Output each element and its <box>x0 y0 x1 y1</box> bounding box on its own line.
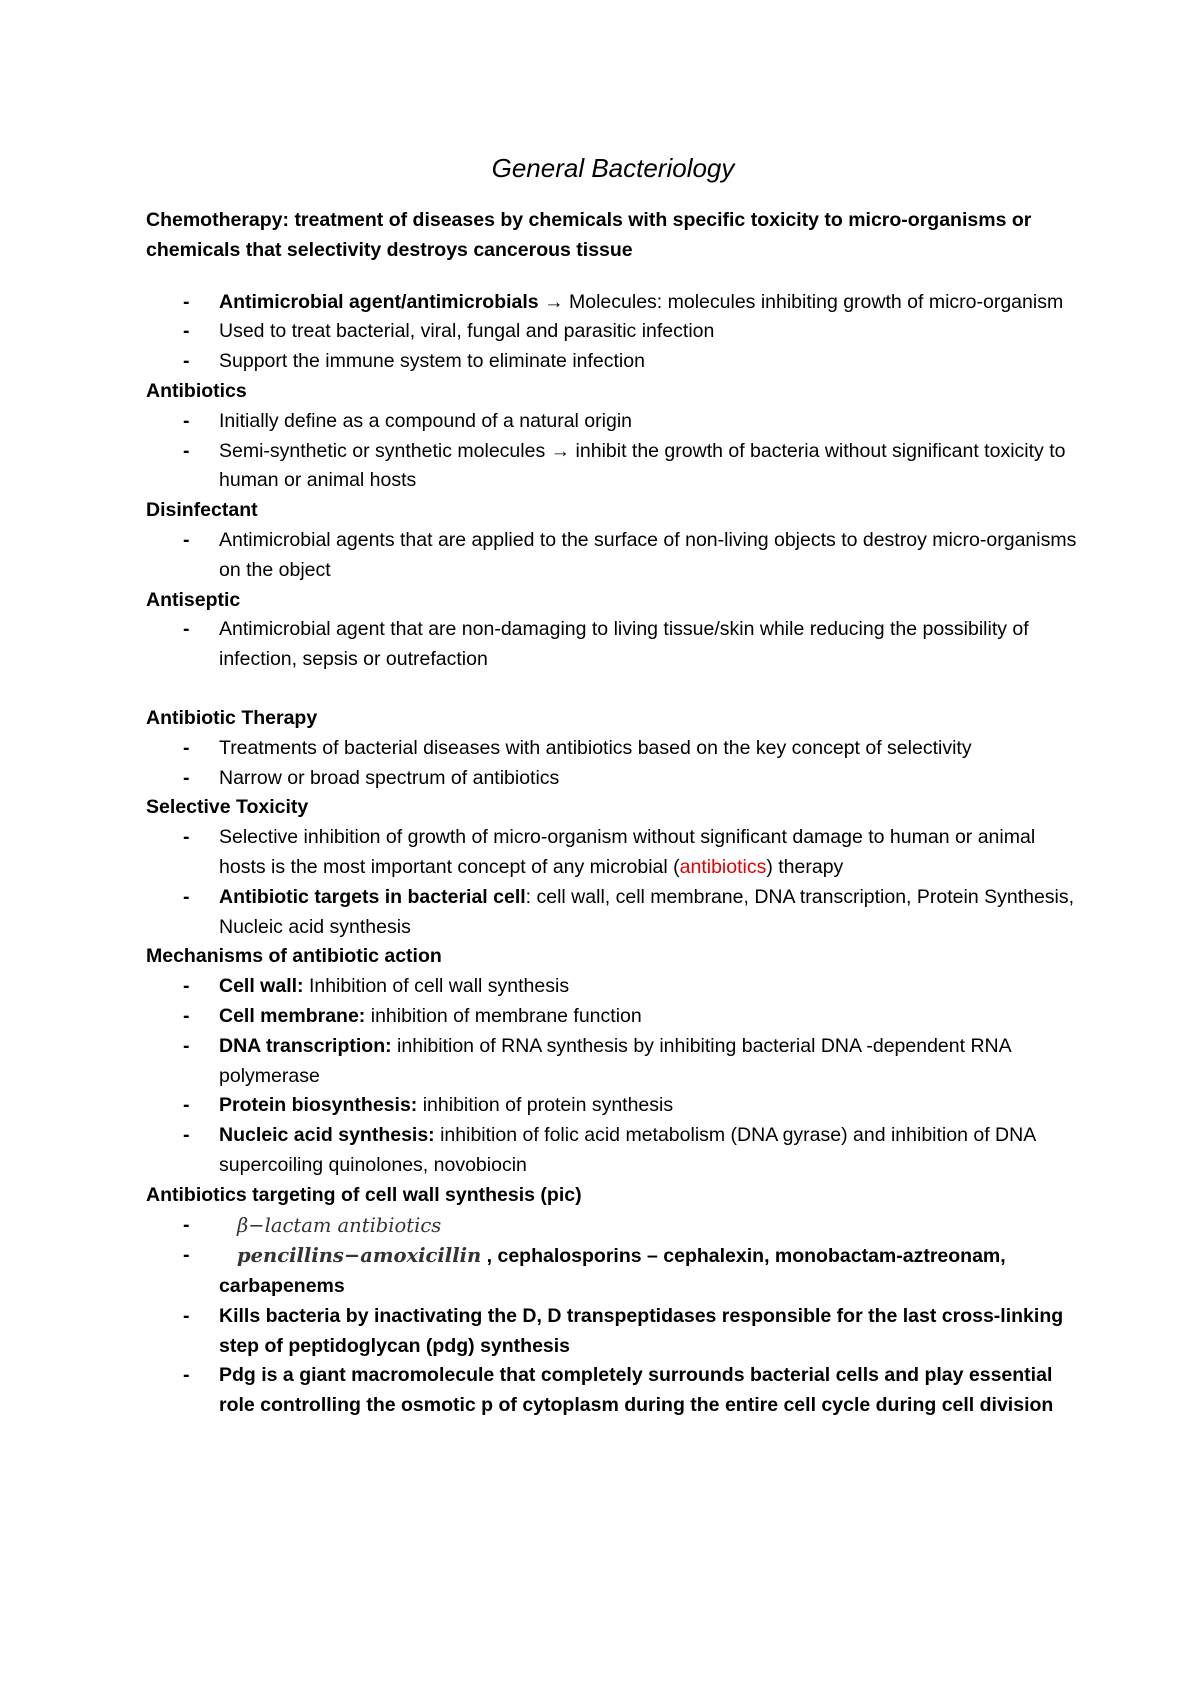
list-item: - Support the immune system to eliminate infection <box>146 347 1080 377</box>
cell-wall-list <box>146 1211 1080 1422</box>
section-heading-disinfectant: Disinfectant <box>146 499 258 522</box>
list-item: - DNA transcription: inhibition of RNA synthesis by inhibiting bacterial DNA -dependent RNA polymerase <box>146 1032 1080 1092</box>
list-item: - Treatments of bacterial diseases with antibiotics based on the key concept of selectivity <box>146 734 1080 764</box>
math-equation: β−lactam antibiotics <box>237 1213 442 1237</box>
list-item: - Antibiotic targets in bacterial cell: cell wall, cell membrane, DNA transcription, Protein Synthesis, Nucleic acid synthesis <box>146 883 1080 943</box>
list-item: - Initially define as a compound of a natural origin <box>146 407 1080 437</box>
list-item <box>146 1211 1080 1242</box>
list-item: - Semi-synthetic or synthetic molecules → inhibit the growth of bacteria without significant toxicity to human or animal hosts <box>146 437 1080 497</box>
therapy-list <box>146 734 1080 794</box>
antiseptic-list <box>146 615 1080 675</box>
list-item: - Narrow or broad spectrum of antibiotics <box>146 764 1080 794</box>
mechanisms-list <box>146 972 1080 1181</box>
selective-list <box>146 823 1080 942</box>
page-title: General Bacteriology <box>491 153 735 183</box>
section-heading-antiseptic: Antiseptic <box>146 588 241 611</box>
list-item: - Antimicrobial agent/antimicrobials → Molecules: molecules inhibiting growth of micro-organism <box>146 288 1080 318</box>
arrow-icon: → <box>550 439 571 462</box>
antimicrobial-list <box>146 288 1080 377</box>
math-equation: pencillins−amoxicillin <box>237 1244 482 1268</box>
list-item: - Protein biosynthesis: inhibition of protein synthesis <box>146 1091 1080 1121</box>
list-item: - Cell membrane: inhibition of membrane function <box>146 1002 1080 1032</box>
list-item: - Pdg is a giant macromolecule that completely surrounds bacterial cells and play essential role controlling the osmotic p of cytoplasm during the entire cell cycle during cell division <box>146 1361 1080 1421</box>
list-item: - Selective inhibition of growth of micro-organism without significant damage to human or animal hosts is the most important concept of any microbial (antibiotics) therapy <box>146 823 1080 883</box>
highlight-text: antibiotics <box>679 855 767 878</box>
list-item: - Cell wall: Inhibition of cell wall synthesis <box>146 972 1080 1002</box>
list-item: - Nucleic acid synthesis: inhibition of folic acid metabolism (DNA gyrase) and inhibition of DNA supercoiling quinolones, novobiocin <box>146 1121 1080 1181</box>
section-heading-antibiotic-therapy: Antibiotic Therapy <box>146 706 318 729</box>
list-item: - Antimicrobial agent that are non-damaging to living tissue/skin while reducing the possibility of infection, sepsis or outrefaction <box>146 615 1080 675</box>
list-item: - Kills bacteria by inactivating the D, D transpeptidases responsible for the last cross-linking step of peptidoglycan (pdg) synthesis <box>146 1302 1080 1362</box>
intro-paragraph: Chemotherapy: treatment of diseases by chemicals with specific toxicity to micro-organisms or chemicals that selectivity destroys cancerous tissue <box>146 209 1032 261</box>
section-heading-cell-wall: Antibiotics targeting of cell wall synthesis (pic) <box>146 1183 582 1206</box>
section-heading-mechanisms: Mechanisms of antibiotic action <box>146 945 442 968</box>
list-item: - Used to treat bacterial, viral, fungal and parasitic infection <box>146 317 1080 347</box>
section-heading-antibiotics: Antibiotics <box>146 379 247 402</box>
list-item: - Antimicrobial agents that are applied to the surface of non-living objects to destroy micro-organisms on the object <box>146 526 1080 586</box>
disinfectant-list <box>146 526 1080 586</box>
section-heading-selective-toxicity: Selective Toxicity <box>146 796 309 819</box>
antibiotics-list <box>146 407 1080 496</box>
list-item: - pencillins−amoxicillin , cephalosporins – cephalexin, monobactam-aztreonam, carbapenems <box>146 1241 1080 1302</box>
arrow-icon: → <box>544 290 564 313</box>
